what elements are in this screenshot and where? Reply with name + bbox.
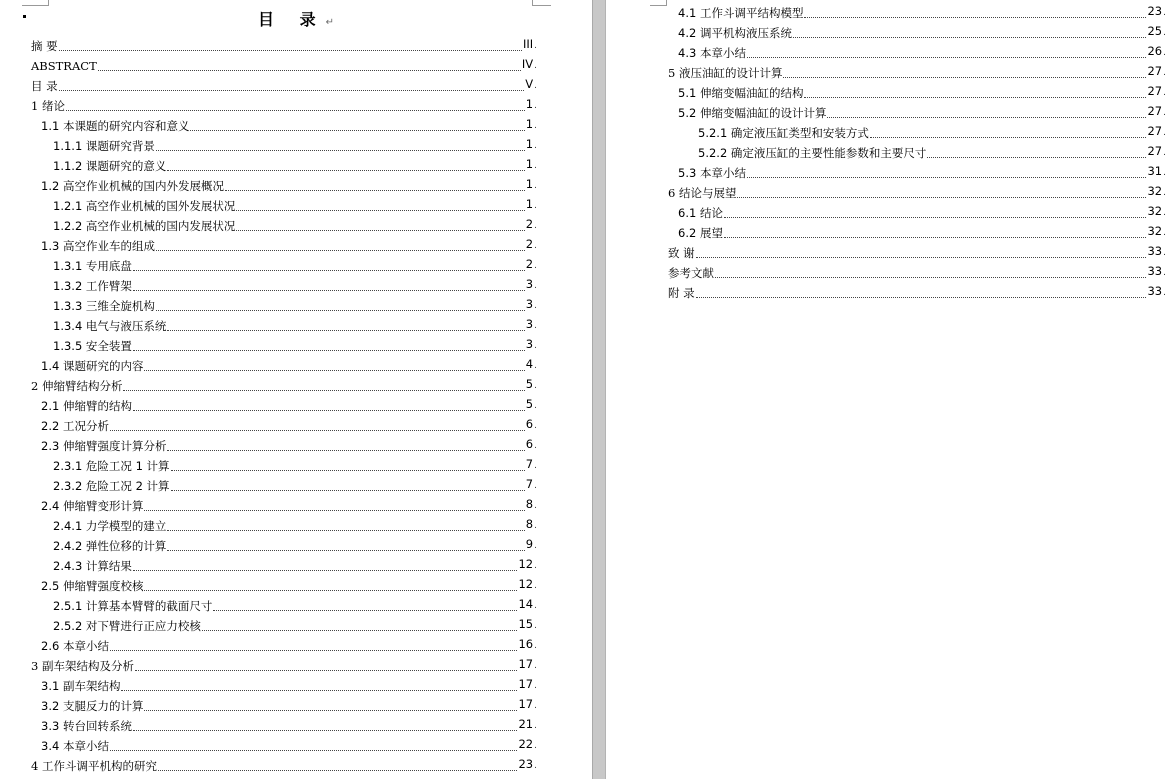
dot-leader (827, 116, 1146, 118)
toc-entry-page: 1 . (526, 98, 537, 113)
toc-entry-page: 27 . (1147, 105, 1166, 120)
dot-leader (715, 276, 1146, 278)
dot-leader (213, 609, 517, 611)
toc-entry-label: 1.4 课题研究的内容 (41, 359, 144, 373)
toc-entry-label: 1 绪论 (31, 99, 65, 113)
dot-leader (110, 749, 518, 751)
toc-entry-page: 3 . (526, 278, 537, 293)
toc-entry[interactable] (53, 338, 537, 353)
toc-entry-label: 2.5.2 对下臂进行正应力校核 (53, 619, 201, 633)
dot-leader (59, 49, 522, 51)
toc-entry-page: 12 . (518, 578, 537, 593)
toc-entry[interactable] (698, 125, 1166, 140)
toc-entry-label: 摘 要 (31, 39, 58, 53)
toc-entry[interactable] (53, 138, 537, 153)
toc-entry-label: 1.3.5 安全装置 (53, 339, 132, 353)
dot-leader (144, 509, 524, 511)
dot-leader (167, 169, 524, 171)
toc-entry-page: 21 . (518, 718, 537, 733)
toc-entry-label: 1.1 本课题的研究内容和意义 (41, 119, 190, 133)
toc-entry-page: 14 . (518, 598, 537, 613)
toc-entry[interactable] (41, 118, 537, 133)
dot-leader (724, 216, 1147, 218)
toc-entry-label: 1.3 高空作业车的组成 (41, 239, 155, 253)
dot-leader (171, 469, 525, 471)
toc-entry[interactable] (678, 25, 1166, 40)
toc-entry-page: 33 . (1147, 245, 1166, 260)
toc-entry[interactable] (41, 418, 537, 433)
toc-entry-page: 1 . (526, 118, 537, 133)
dot-leader (737, 196, 1146, 198)
toc-entry[interactable] (41, 718, 537, 733)
dot-leader (167, 329, 524, 331)
dot-leader (133, 269, 525, 271)
toc-entry[interactable] (31, 758, 537, 773)
toc-entry-page: 27 . (1147, 85, 1166, 100)
toc-entry-page: 3 . (526, 338, 537, 353)
toc-entry-label: 6 结论与展望 (668, 186, 737, 200)
toc-entry[interactable] (53, 518, 537, 533)
toc-entry[interactable] (678, 165, 1166, 180)
dot-leader (98, 69, 521, 71)
toc-entry-page: 32 . (1147, 225, 1166, 240)
toc-entry-page: 8 . (526, 498, 537, 513)
toc-entry[interactable] (668, 185, 1166, 200)
toc-entry-page: 6 . (526, 418, 537, 433)
toc-entry-label: 5.1 伸缩变幅油缸的结构 (678, 86, 804, 100)
document-page-right (606, 0, 1167, 779)
toc-entry[interactable] (53, 458, 537, 473)
dot-leader (133, 409, 525, 411)
dot-leader (133, 349, 525, 351)
toc-entry-page: 15 . (518, 618, 537, 633)
crop-mark (22, 0, 49, 6)
toc-entry[interactable] (31, 378, 537, 393)
toc-entry[interactable] (678, 105, 1166, 120)
toc-entry[interactable] (53, 298, 537, 313)
toc-entry-label: 5.2.2 确定液压缸的主要性能参数和主要尺寸 (698, 146, 927, 160)
toc-entry[interactable] (53, 158, 537, 173)
toc-entry[interactable] (31, 98, 537, 113)
toc-entry-label: 5.2 伸缩变幅油缸的设计计算 (678, 106, 827, 120)
toc-entry[interactable] (678, 225, 1166, 240)
crop-mark (532, 0, 551, 6)
toc-entry-page: 32 . (1147, 205, 1166, 220)
toc-entry[interactable] (53, 598, 537, 613)
toc-entry-label: 1.2.1 高空作业机械的国外发展状况 (53, 199, 236, 213)
toc-entry-label: 2.3.2 危险工况 2 计算 (53, 479, 170, 493)
toc-entry[interactable] (668, 285, 1166, 300)
toc-entry[interactable] (41, 578, 537, 593)
toc-entry-label: 2.4.2 弹性位移的计算 (53, 539, 167, 553)
dot-leader (804, 16, 1146, 18)
dot-leader (190, 129, 524, 131)
toc-entry-label: 3 副车架结构及分析 (31, 659, 134, 673)
dot-leader (696, 256, 1147, 258)
toc-entry-page: 7 . (526, 458, 537, 473)
toc-entry-page: 1 . (526, 158, 537, 173)
toc-entry-page: 22 . (518, 738, 537, 753)
toc-entry-label: 4 工作斗调平机构的研究 (31, 759, 157, 773)
toc-entry[interactable] (698, 145, 1166, 160)
toc-entry[interactable] (53, 558, 537, 573)
toc-entry[interactable] (31, 58, 537, 73)
toc-entry-label: 1.2 高空作业机械的国内外发展概况 (41, 179, 224, 193)
toc-entry[interactable] (53, 218, 537, 233)
toc-entry-page: 5 . (526, 378, 537, 393)
toc-entry-page: 23 . (518, 758, 537, 773)
toc-entry-label: ABSTRACT (31, 59, 97, 73)
toc-entry[interactable] (41, 178, 537, 193)
toc-entry-label: 5.3 本章小结 (678, 166, 746, 180)
toc-entry-page: 5 . (526, 398, 537, 413)
dot-leader (747, 176, 1147, 178)
toc-entry-label: 2.4 伸缩臂变形计算 (41, 499, 144, 513)
dot-leader (167, 549, 524, 551)
toc-entry-page: V . (525, 78, 537, 93)
dot-leader (121, 689, 517, 691)
dot-leader (156, 249, 525, 251)
toc-entry-page: 27 . (1147, 145, 1166, 160)
dot-leader (202, 629, 518, 631)
toc-entry[interactable] (53, 618, 537, 633)
toc-entry-label: 2.6 本章小结 (41, 639, 109, 653)
toc-entry[interactable] (41, 498, 537, 513)
toc-entry[interactable] (678, 45, 1166, 60)
toc-entry-label: 4.3 本章小结 (678, 46, 746, 60)
toc-title-text: 目 录 (258, 10, 326, 29)
dot-leader (144, 369, 524, 371)
toc-entry-page: 23 . (1147, 5, 1166, 20)
toc-entry-page: 27 . (1147, 125, 1166, 140)
toc-entry[interactable] (668, 265, 1166, 280)
dot-leader (158, 769, 518, 771)
toc-entry-page: 26 . (1147, 45, 1166, 60)
toc-entry-label: 2.3.1 危险工况 1 计算 (53, 459, 170, 473)
toc-entry-label: 6.1 结论 (678, 206, 723, 220)
toc-entry-label: 1.2.2 高空作业机械的国内发展状况 (53, 219, 236, 233)
toc-entry[interactable] (678, 85, 1166, 100)
toc-entry-label: 5.2.1 确定液压缸类型和安装方式 (698, 126, 869, 140)
toc-entry[interactable] (41, 678, 537, 693)
dot-leader (156, 309, 525, 311)
toc-entry-page: 1 . (526, 198, 537, 213)
dot-leader (133, 289, 525, 291)
toc-entry-page: 8 . (526, 518, 537, 533)
dot-leader (171, 489, 525, 491)
toc-entry-page: 9 . (526, 538, 537, 553)
toc-entry-page: 6 . (526, 438, 537, 453)
toc-entry-label: 3.2 支腿反力的计算 (41, 699, 144, 713)
toc-entry[interactable] (31, 38, 537, 53)
dot-leader (747, 56, 1147, 58)
toc-entry-label: 4.2 调平机构液压系统 (678, 26, 792, 40)
dot-leader (793, 36, 1147, 38)
toc-entry[interactable] (31, 658, 537, 673)
crop-mark (650, 0, 667, 6)
dot-leader (59, 89, 525, 91)
toc-entry[interactable] (668, 65, 1166, 80)
toc-entry-label: 1.1.1 课题研究背景 (53, 139, 155, 153)
toc-entry-label: 致 谢 (668, 246, 695, 260)
toc-entry-label: 4.1 工作斗调平结构模型 (678, 6, 804, 20)
toc-entry[interactable] (53, 258, 537, 273)
toc-entry-label: 6.2 展望 (678, 226, 723, 240)
dot-leader (167, 529, 524, 531)
toc-entry[interactable] (53, 318, 537, 333)
toc-entry-page: 4 . (526, 358, 537, 373)
paragraph-mark-icon: ↵ (325, 17, 334, 28)
toc-entry-page: IV . (522, 58, 537, 73)
toc-entry-label: 1.3.3 三维全旋机构 (53, 299, 155, 313)
toc-entry-page: 17 . (518, 678, 537, 693)
toc-entry-page: 2 . (526, 218, 537, 233)
dot-leader (696, 296, 1147, 298)
toc-entry[interactable] (41, 638, 537, 653)
toc-entry-page: 2 . (526, 258, 537, 273)
dot-leader (156, 149, 525, 151)
toc-title (0, 7, 592, 30)
dot-leader (133, 729, 518, 731)
toc-entry-label: 3.4 本章小结 (41, 739, 109, 753)
toc-entry[interactable] (41, 358, 537, 373)
toc-entry[interactable] (41, 238, 537, 253)
toc-entry-page: 12 . (518, 558, 537, 573)
toc-entry[interactable] (678, 5, 1166, 20)
toc-entry-page: 1 . (526, 178, 537, 193)
toc-entry[interactable] (53, 538, 537, 553)
dot-leader (236, 209, 524, 211)
dot-leader (167, 449, 524, 451)
toc-entry[interactable] (668, 245, 1166, 260)
dot-leader (783, 76, 1146, 78)
dot-leader (804, 96, 1146, 98)
toc-entry[interactable] (53, 278, 537, 293)
toc-entry[interactable] (41, 698, 537, 713)
toc-entry-label: 5 液压油缸的设计计算 (668, 66, 783, 80)
dot-leader (870, 136, 1147, 138)
toc-entry-label: 2 伸缩臂结构分析 (31, 379, 123, 393)
page-separator (592, 0, 606, 779)
toc-entry-label: 2.3 伸缩臂强度计算分析 (41, 439, 167, 453)
toc-entry-label: 2.4.1 力学模型的建立 (53, 519, 167, 533)
toc-entry-page: 33 . (1147, 265, 1166, 280)
toc-entry[interactable] (41, 398, 537, 413)
dot-leader (123, 389, 524, 391)
dot-leader (225, 189, 525, 191)
toc-entry-label: 2.5 伸缩臂强度校核 (41, 579, 144, 593)
toc-entry-page: 32 . (1147, 185, 1166, 200)
toc-entry-page: 17 . (518, 698, 537, 713)
toc-entry-page: 3 . (526, 318, 537, 333)
toc-entry-page: 2 . (526, 238, 537, 253)
toc-entry-label: 2.5.1 计算基本臂臂的截面尺寸 (53, 599, 213, 613)
dot-leader (724, 236, 1147, 238)
toc-entry[interactable] (53, 478, 537, 493)
toc-entry-page: 27 . (1147, 65, 1166, 80)
dot-leader (110, 429, 525, 431)
dot-leader (927, 156, 1146, 158)
dot-leader (144, 589, 517, 591)
toc-entry-label: 1.3.2 工作臂架 (53, 279, 132, 293)
toc-entry-page: 25 . (1147, 25, 1166, 40)
toc-entry-label: 2.4.3 计算结果 (53, 559, 132, 573)
toc-entry-page: 31 . (1147, 165, 1166, 180)
dot-leader (135, 669, 518, 671)
dot-leader (110, 649, 518, 651)
toc-entry-page: 17 . (518, 658, 537, 673)
toc-entry[interactable] (678, 205, 1166, 220)
toc-entry[interactable] (31, 78, 537, 93)
toc-entry-label: 3.1 副车架结构 (41, 679, 121, 693)
toc-entry-label: 3.3 转台回转系统 (41, 719, 132, 733)
toc-entry-label: 1.1.2 课题研究的意义 (53, 159, 167, 173)
dot-leader (144, 709, 517, 711)
dot-leader (236, 229, 524, 231)
toc-entry-page: 33 . (1147, 285, 1166, 300)
toc-entry-page: 1 . (526, 138, 537, 153)
toc-entry-label: 2.2 工况分析 (41, 419, 109, 433)
toc-entry-label: 1.3.1 专用底盘 (53, 259, 132, 273)
dot-leader (133, 569, 518, 571)
dot-leader (66, 109, 525, 111)
toc-entry-label: 参考文献 (668, 266, 714, 280)
toc-entry[interactable] (41, 438, 537, 453)
toc-entry-label: 目 录 (31, 79, 58, 93)
toc-entry[interactable] (41, 738, 537, 753)
toc-entry-page: III . (523, 38, 537, 53)
toc-entry-label: 附 录 (668, 286, 695, 300)
toc-entry-page: 7 . (526, 478, 537, 493)
toc-entry-label: 2.1 伸缩臂的结构 (41, 399, 132, 413)
toc-entry-label: 1.3.4 电气与液压系统 (53, 319, 167, 333)
toc-entry-page: 3 . (526, 298, 537, 313)
toc-entry-page: 16 . (518, 638, 537, 653)
toc-entry[interactable] (53, 198, 537, 213)
